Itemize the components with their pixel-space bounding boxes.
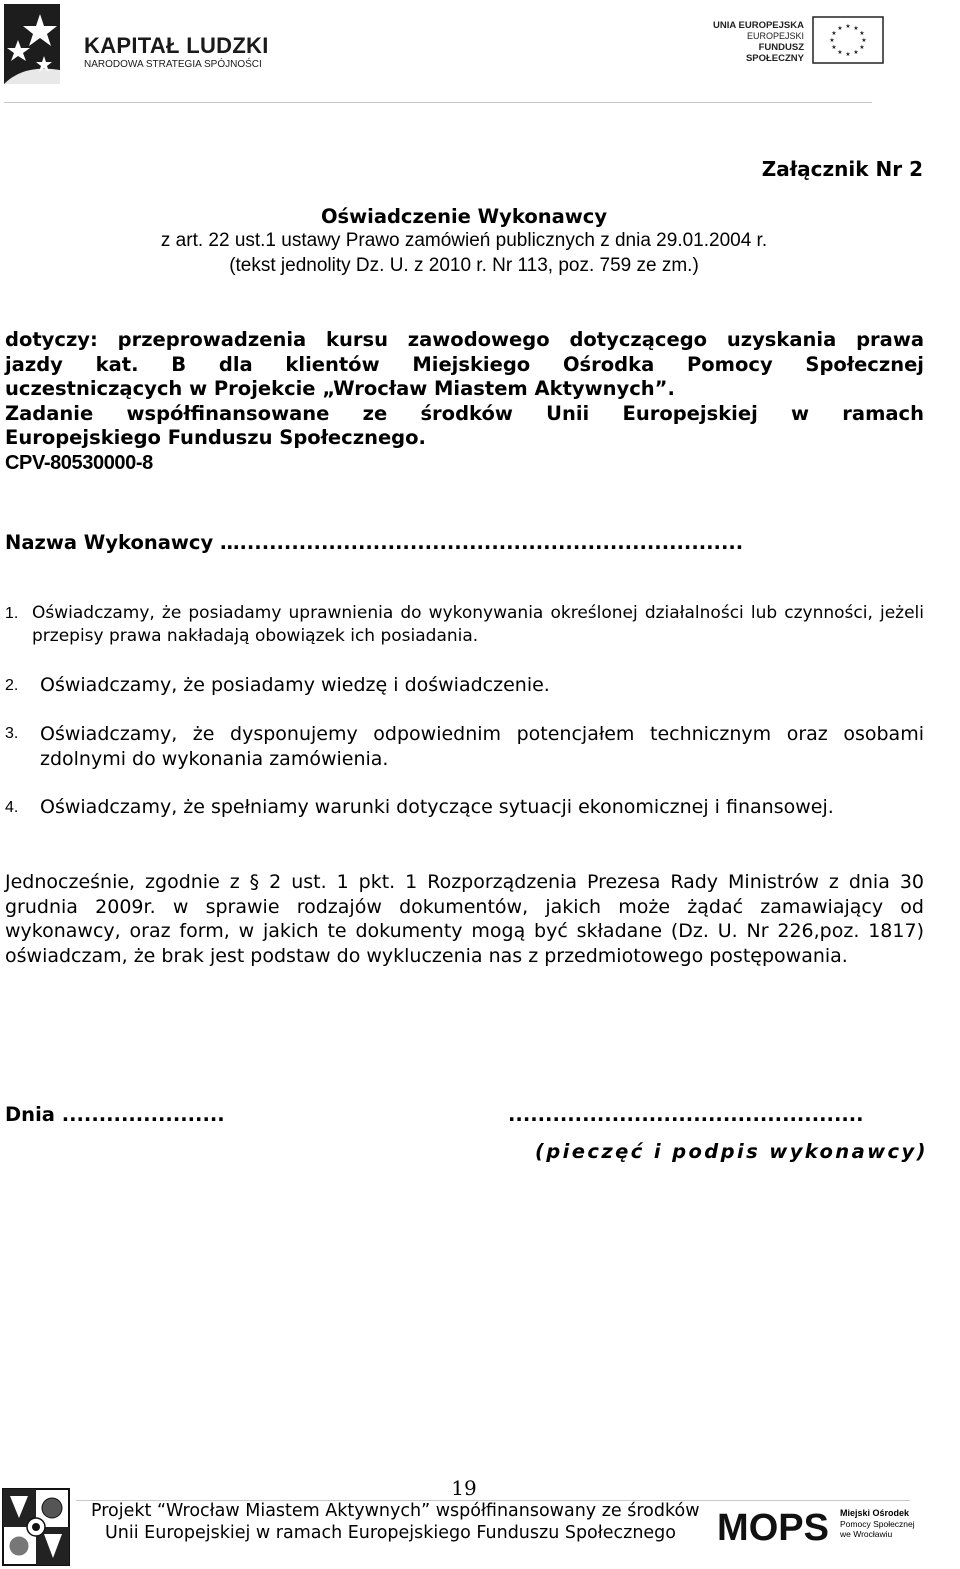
- mops-label: [840, 1508, 924, 1540]
- svg-text:★: ★: [859, 30, 865, 37]
- footer-project-text: [91, 1500, 700, 1544]
- svg-text:★: ★: [859, 44, 865, 51]
- svg-text:★: ★: [845, 23, 851, 30]
- svg-text:★: ★: [845, 51, 851, 58]
- declaration-item: [5, 722, 924, 771]
- contractor-name-field[interactable]: Nazwa Wykonawcy …....................................................................: [5, 531, 744, 554]
- footer-line2: Unii Europejskiej w ramach Europejskiego Funduszu Społecznego: [105, 1523, 676, 1543]
- statement-title: Oświadczenie Wykonawcy: [320, 205, 608, 228]
- statement-legal-basis: z art. 22 ust.1 ustawy Prawo zamówień publicznych z dnia 29.01.2004 r.: [160, 230, 768, 251]
- signature-caption: (pieczęć i podpis wykonawcy): [535, 1140, 928, 1163]
- subject-paragraph: [5, 328, 924, 451]
- header-divider: [4, 102, 872, 103]
- svg-text:★: ★: [837, 25, 843, 32]
- statement-legal-reference: (tekst jednolity Dz. U. z 2010 r. Nr 113, poz. 759 ze zm.): [229, 255, 699, 276]
- mops-label-line3: we Wrocławiu: [840, 1529, 893, 1539]
- kapital-ludzki-logo: [4, 4, 269, 86]
- svg-text:★: ★: [853, 25, 859, 32]
- attachment-label: Załącznik Nr 2: [761, 157, 923, 181]
- eu-flag-icon: [812, 16, 884, 64]
- mops-logo-text: MOPS: [717, 1507, 829, 1547]
- eu-logo-line1: UNIA EUROPEJSKA: [713, 20, 804, 31]
- eu-logo-line3: FUNDUSZ SPOŁECZNY: [745, 42, 804, 64]
- svg-text:★: ★: [829, 37, 835, 44]
- subject-line: Europejskiego Funduszu Społecznego.: [5, 426, 426, 450]
- cpv-code: CPV-80530000-8: [5, 452, 153, 474]
- svg-text:★: ★: [831, 30, 837, 37]
- declaration-number: 4.: [5, 799, 19, 816]
- mops-label-line1: Miejski Ośrodek: [840, 1508, 910, 1518]
- declaration-item: [5, 674, 924, 697]
- kapital-ludzki-emblem-icon: [4, 4, 62, 84]
- declaration-item: [5, 796, 924, 819]
- page-number: 19: [451, 1476, 477, 1500]
- eu-logo-line2: EUROPEJSKI: [746, 31, 804, 41]
- wroclaw-crest-icon: [2, 1488, 70, 1566]
- kapital-ludzki-subtitle: NARODOWA STRATEGIA SPÓJNOŚCI: [84, 59, 262, 70]
- subject-line: Zadanie współfinansowane ze środków Unii Europejskiej w ramach: [5, 401, 924, 425]
- signature-field[interactable]: ................................................: [508, 1103, 864, 1126]
- eu-logo: [706, 16, 886, 68]
- svg-text:★: ★: [831, 44, 837, 51]
- subject-line: dotyczy: przeprowadzenia kursu zawodowego dotyczącego uzyskania prawa: [5, 328, 924, 351]
- declaration-text: Oświadczamy, że dysponujemy odpowiednim potencjałem technicznym oraz osobami zdolnymi do wykonania zamówienia.: [40, 723, 924, 770]
- declaration-number: 3.: [5, 725, 19, 742]
- declaration-text: Oświadczamy, że posiadamy uprawnienia do wykonywania określonej działalności lub czynności, jeżeli przepisy prawa nakładają obowiązek ich posiadania.: [32, 603, 924, 646]
- svg-text:★: ★: [861, 37, 867, 44]
- subject-line: uczestniczących w Projekcie „Wrocław Miastem Aktywnych”.: [5, 377, 675, 401]
- declaration-number: 1.: [5, 605, 19, 622]
- declaration-item: [5, 602, 924, 648]
- declaration-number: 2.: [5, 677, 19, 694]
- declaration-text: Oświadczamy, że posiadamy wiedzę i doświadczenie.: [40, 674, 550, 696]
- subject-line: jazdy kat. B dla klientów Miejskiego Ośrodka Pomocy Społecznej: [5, 352, 924, 376]
- mops-label-line2: Pomocy Społecznej: [840, 1518, 915, 1529]
- closing-paragraph: Jednocześnie, zgodnie z § 2 ust. 1 pkt. 1 Rozporządzenia Prezesa Rady Ministrów z dnia 30 grudnia 2009r. w sprawie rodzajów dokumentów, jakich może żądać zamawiający od wykonawcy, oraz form, w jakich te dokumenty mogą być składane (Dz. U. Nr 226,poz. 1817) oświadczam, że brak jest podstaw do wykluczenia nas z przedmiotowego postępowania.: [5, 871, 924, 967]
- svg-text:★: ★: [837, 49, 843, 56]
- footer-line1: Projekt “Wrocław Miastem Aktywnych” współfinansowany ze środków: [91, 1501, 700, 1521]
- declaration-text: Oświadczamy, że spełniamy warunki dotyczące sytuacji ekonomicznej i finansowej.: [40, 796, 834, 818]
- kapital-ludzki-title: KAPITAŁ LUDZKI: [84, 33, 269, 58]
- mops-logo-icon: [714, 1503, 832, 1547]
- svg-text:★: ★: [853, 49, 859, 56]
- date-field[interactable]: Dnia ......................: [5, 1103, 225, 1126]
